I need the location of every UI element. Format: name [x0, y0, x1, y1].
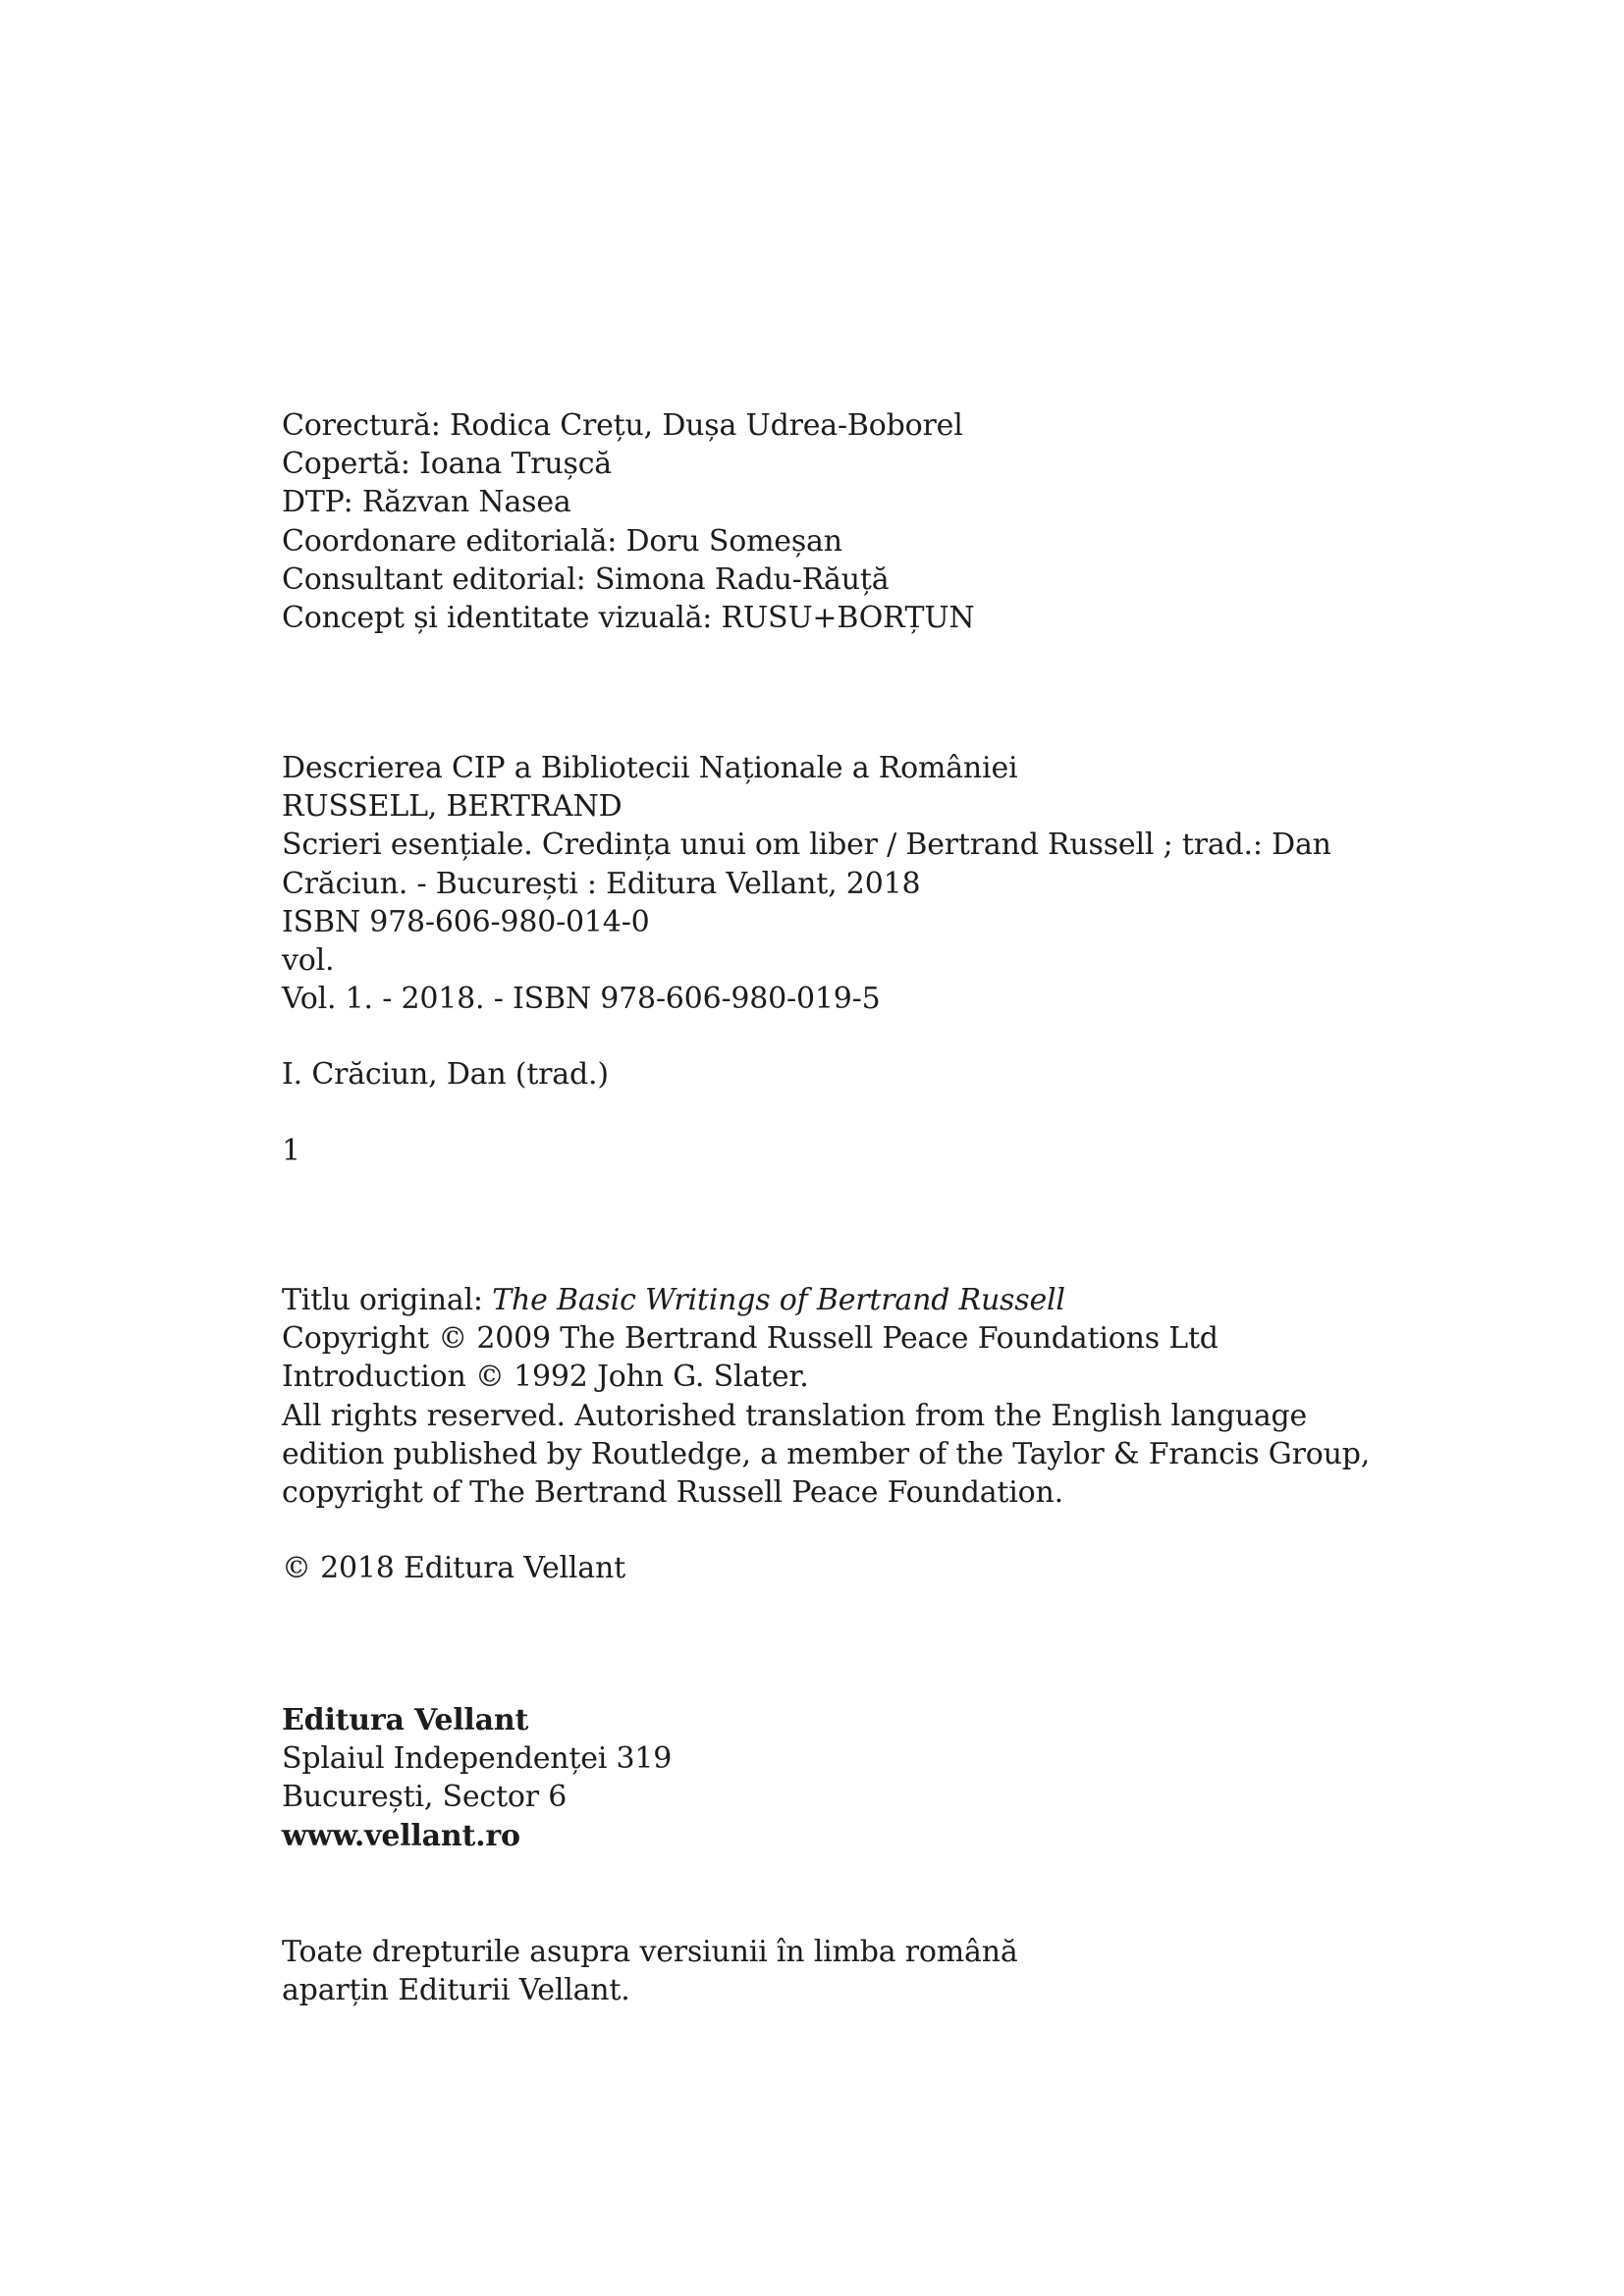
cip-title-line-1: Scrieri esențiale. Credința unui om liber / Bertrand Russell ; trad.: Dan: [282, 828, 1331, 863]
cip-vol-1: Vol. 1. - 2018. - ISBN 978-606-980-019-5: [282, 982, 881, 1017]
publisher-city: București, Sector 6: [282, 1780, 568, 1815]
vellant-copyright-section: [282, 1549, 1558, 1587]
original-title-label: Titlu original:: [282, 1283, 493, 1317]
original-rights-line-1: All rights reserved. Autorished translation from the English language: [282, 1398, 1308, 1433]
cip-author: RUSSELL, BERTRAND: [282, 789, 623, 825]
original-rights-line-3: copyright of The Bertrand Russell Peace Foundation.: [282, 1475, 1063, 1511]
credit-dtp: DTP: Răzvan Nasea: [282, 485, 571, 520]
cip-isbn: ISBN 978-606-980-014-0: [282, 904, 650, 939]
credits-section: [282, 406, 1558, 637]
credit-visual-identity: Concept și identitate vizuală: RUSU+BORȚUN: [282, 601, 975, 636]
credit-proofreading: Corectură: Rodica Crețu, Dușa Udrea-Boborel: [282, 408, 963, 443]
publisher-section: [282, 1701, 1558, 1855]
rights-line-2: aparțin Editurii Vellant.: [282, 1973, 630, 2008]
cip-translator: I. Crăciun, Dan (trad.): [282, 1057, 609, 1092]
cip-vol: vol.: [282, 943, 335, 979]
cip-classification: 1: [282, 1134, 300, 1168]
original-title-value: The Basic Writings of Bertrand Russell: [492, 1283, 1065, 1317]
publisher-website: www.vellant.ro: [282, 1818, 520, 1853]
original-copyright: Copyright © 2009 The Bertrand Russell Peace Foundations Ltd: [282, 1321, 1218, 1357]
cip-translator-section: [282, 1055, 1558, 1094]
original-title: [282, 1281, 1558, 1319]
cip-description: [282, 749, 1558, 1018]
original-edition-section: [282, 1281, 1558, 1512]
original-introduction: Introduction © 1992 John G. Slater.: [282, 1360, 809, 1395]
credit-editorial-coordination: Coordonare editorială: Doru Someșan: [282, 523, 842, 559]
credit-editorial-consultant: Consultant editorial: Simona Radu-Răuță: [282, 561, 890, 597]
publisher-street: Splaiul Independenței 319: [282, 1741, 673, 1777]
original-rights-line-2: edition published by Routledge, a member of the Taylor & Francis Group,: [282, 1436, 1371, 1471]
cip-classification-section: [282, 1132, 1558, 1170]
rights-line-1: Toate drepturile asupra versiunii în limba română: [282, 1935, 1018, 1969]
credit-cover: Copertă: Ioana Trușcă: [282, 447, 612, 482]
cip-heading: Descrierea CIP a Bibliotecii Naționale a României: [282, 751, 1018, 785]
publisher-name: Editura Vellant: [282, 1703, 529, 1737]
cip-title-line-2: Crăciun. - București : Editura Vellant, 2018: [282, 866, 921, 901]
vellant-copyright: © 2018 Editura Vellant: [282, 1551, 625, 1585]
rights-section: [282, 1933, 1558, 2009]
